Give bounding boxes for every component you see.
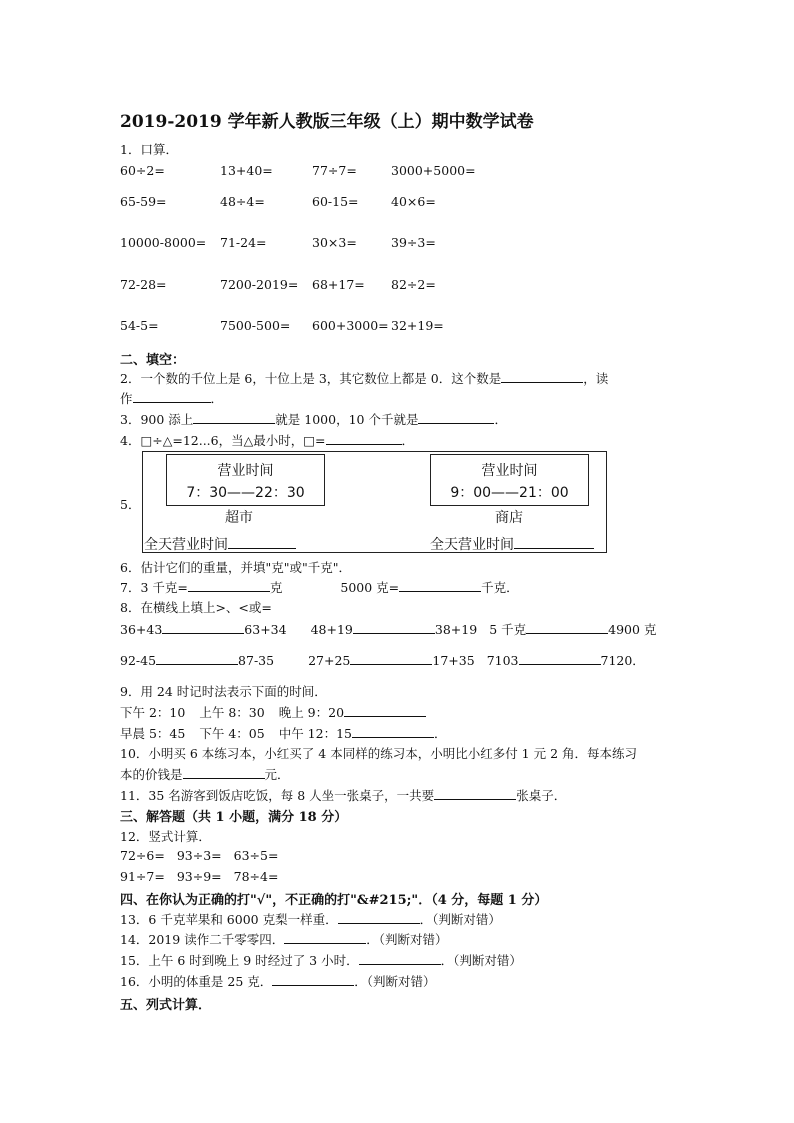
q1-cell: 60-15= (312, 194, 359, 209)
q1-cell: 77÷7= (312, 163, 357, 178)
store1-hours-time: 7：30——22：30 (186, 485, 305, 501)
store1-name: 超市 (225, 510, 253, 526)
q16-text: ．（判断对错） (354, 974, 436, 989)
answer-blank[interactable] (284, 931, 366, 944)
q8-expr: 17+35 (432, 653, 475, 668)
store2-hours-box (430, 454, 589, 506)
q3-line (120, 410, 507, 428)
q11-text: 张桌子． (516, 788, 567, 803)
q9-time: 上午 8：30 (199, 705, 265, 720)
q4-text: ． (401, 433, 415, 448)
q1-cell: 13+40= (220, 163, 273, 178)
q1-cell: 60÷2= (120, 163, 165, 178)
answer-blank[interactable] (272, 973, 354, 986)
answer-blank[interactable] (353, 621, 435, 634)
answer-blank[interactable] (188, 579, 270, 592)
q7-text: 7．3 千克= (120, 580, 188, 595)
answer-blank[interactable] (133, 390, 211, 403)
q1-cell: 48÷4= (220, 194, 265, 209)
q2-text: ． (210, 391, 224, 406)
q9-heading: 9．用 24 时记时法表示下面的时间． (120, 684, 327, 699)
answer-blank[interactable] (359, 952, 441, 965)
q15-text: 15．上午 6 时到晚上 9 时经过了 3 小时． (120, 953, 359, 968)
q16-text: 16．小明的体重是 25 克． (120, 974, 273, 989)
store1-total (144, 534, 296, 554)
q8-row1 (120, 620, 656, 638)
q9-time: 中午 12：15 (278, 726, 352, 741)
q9-time: ． (433, 726, 447, 741)
q9-row1 (120, 703, 426, 721)
q1-cell: 65-59= (120, 194, 167, 209)
q8-expr: 5 千克 (489, 622, 527, 637)
q1-cell: 30×3= (312, 235, 357, 250)
q1-cell: 68+17= (312, 277, 365, 292)
q8-heading: 8．在横线上填上>、<或= (120, 600, 272, 615)
q3-text: ． (494, 412, 507, 427)
q7-text: 千克． (481, 580, 519, 595)
store2-name: 商店 (495, 510, 523, 526)
q13-text: 13．6 千克苹果和 6000 克梨一样重． (120, 912, 338, 927)
q8-expr: 48+19 (310, 622, 353, 637)
q13-line (120, 910, 501, 928)
q13-text: ．（判断对错） (419, 912, 501, 927)
q2-text: 作 (120, 391, 133, 406)
store1-total-label: 全天营业时间 (144, 537, 228, 553)
q7-line (120, 578, 519, 596)
store2-hours-heading: 营业时间 (481, 463, 538, 479)
q1-heading: 1．口算． (120, 142, 178, 157)
q12-expr: 72÷6= (120, 848, 165, 863)
answer-blank[interactable] (526, 621, 608, 634)
q14-text: ．（判断对错） (366, 932, 448, 947)
q3-text: 3．900 添上 (120, 412, 194, 427)
store2-total-label: 全天营业时间 (430, 537, 514, 553)
q12-expr: 63÷5= (233, 848, 279, 863)
q8-expr: 87-35 (238, 653, 275, 668)
q11-text: 11．35 名游客到饭店吃饭，每 8 人坐一张桌子，一共要 (120, 788, 435, 803)
store2-hours-time: 9：00——21：00 (450, 485, 569, 501)
q2-line1 (120, 369, 608, 387)
q12-expr: 93÷9= (176, 869, 222, 884)
answer-blank[interactable] (156, 652, 238, 665)
section-heading: 三、解答题（共 1 小题，满分 18 分） (120, 810, 348, 825)
store1-hours-heading: 营业时间 (217, 463, 274, 479)
answer-blank[interactable] (418, 411, 494, 424)
q1-cell: 3000+5000= (391, 163, 476, 178)
q2-text: 2．一个数的千位上是 6，十位上是 3，其它数位上都是 0．这个数是 (120, 371, 502, 386)
answer-blank[interactable] (344, 704, 426, 717)
q9-time: 晚上 9：20 (278, 705, 345, 720)
answer-blank[interactable] (501, 370, 583, 383)
q8-expr: 4900 克 (608, 622, 657, 637)
q9-time: 下午 4：05 (199, 726, 265, 741)
q9-row2 (120, 724, 447, 742)
section-heading: 二、填空： (120, 353, 186, 368)
q8-expr: 7103 (486, 653, 519, 668)
q12-expr: 93÷3= (176, 848, 222, 863)
q1-cell: 54-5= (120, 318, 159, 333)
q8-expr: 27+25 (308, 653, 351, 668)
answer-blank[interactable] (434, 787, 516, 800)
q8-expr: 36+43 (120, 622, 163, 637)
answer-blank[interactable] (193, 411, 275, 424)
q1-cell: 7200-2019= (220, 277, 299, 292)
q8-expr: 38+19 (434, 622, 478, 637)
q4-line (120, 431, 414, 449)
q1-cell: 82÷2= (391, 277, 436, 292)
q1-cell: 72-28= (120, 277, 167, 292)
q15-text: ．（判断对错） (440, 953, 522, 968)
q8-expr: 7120． (600, 653, 645, 668)
q14-text: 14．2019 读作二千零零四． (120, 932, 285, 947)
q7-text: 5000 克= (340, 580, 400, 595)
q1-cell: 32+19= (391, 318, 444, 333)
q10-line2 (120, 765, 290, 783)
answer-blank[interactable] (338, 911, 420, 924)
q1-cell: 71-24= (220, 235, 267, 250)
q1-cell: 40×6= (391, 194, 436, 209)
q10-line1: 10．小明买 6 本练习本，小红买了 4 本同样的练习本，小明比小红多付 1 元 2 角．每本练习 (120, 746, 638, 761)
answer-blank[interactable] (183, 766, 265, 779)
q10-text: 本的价钱是 (120, 767, 183, 782)
answer-blank[interactable] (399, 579, 481, 592)
q12-heading: 12．竖式计算． (120, 829, 211, 844)
q1-cell: 39÷3= (391, 235, 436, 250)
answer-blank[interactable] (162, 621, 244, 634)
q4-text: 4．□÷△=12...6，当△最小时，□= (120, 433, 326, 448)
q5-label: 5． (120, 497, 141, 512)
section-heading: 五、列式计算． (120, 998, 212, 1013)
page-title: 2019-2019 学年新人教版三年级（上）期中数学试卷 (120, 112, 534, 132)
q10-text: 元． (264, 767, 290, 782)
answer-blank[interactable] (228, 536, 296, 549)
q1-cell: 7500-500= (220, 318, 291, 333)
q15-line (120, 951, 522, 969)
q8-expr: 63+34 (244, 622, 287, 637)
q1-cell: 600+3000= (312, 318, 389, 333)
q2-line2 (120, 389, 223, 407)
q3-text: 就是 1000，10 个千就是 (275, 412, 419, 427)
answer-blank[interactable] (514, 536, 594, 549)
q1-cell: 10000-8000= (120, 235, 207, 250)
q12-expr: 91÷7= (120, 869, 165, 884)
q7-text: 克 (269, 580, 283, 595)
q2-text: ，读 (583, 371, 609, 386)
q6-line: 6．估计它们的重量，并填"克"或"千克"． (120, 560, 351, 575)
q9-time: 下午 2：10 (120, 705, 186, 720)
q8-row2 (120, 651, 645, 669)
store2-total (430, 534, 594, 554)
q12-row2 (120, 869, 278, 884)
q8-expr: 92-45 (120, 653, 157, 668)
answer-blank[interactable] (350, 652, 432, 665)
q14-line (120, 930, 447, 948)
answer-blank[interactable] (352, 725, 434, 738)
q16-line (120, 972, 436, 990)
store1-hours-box (166, 454, 325, 506)
q12-expr: 78÷4= (233, 869, 279, 884)
section-heading: 四、在你认为正确的打"√"，不正确的打"&#215;"．（4 分，每题 1 分） (120, 893, 548, 908)
answer-blank[interactable] (326, 432, 402, 445)
q12-row1 (120, 848, 278, 863)
q11-line (120, 786, 566, 804)
q9-time: 早晨 5：45 (120, 726, 186, 741)
answer-blank[interactable] (519, 652, 601, 665)
